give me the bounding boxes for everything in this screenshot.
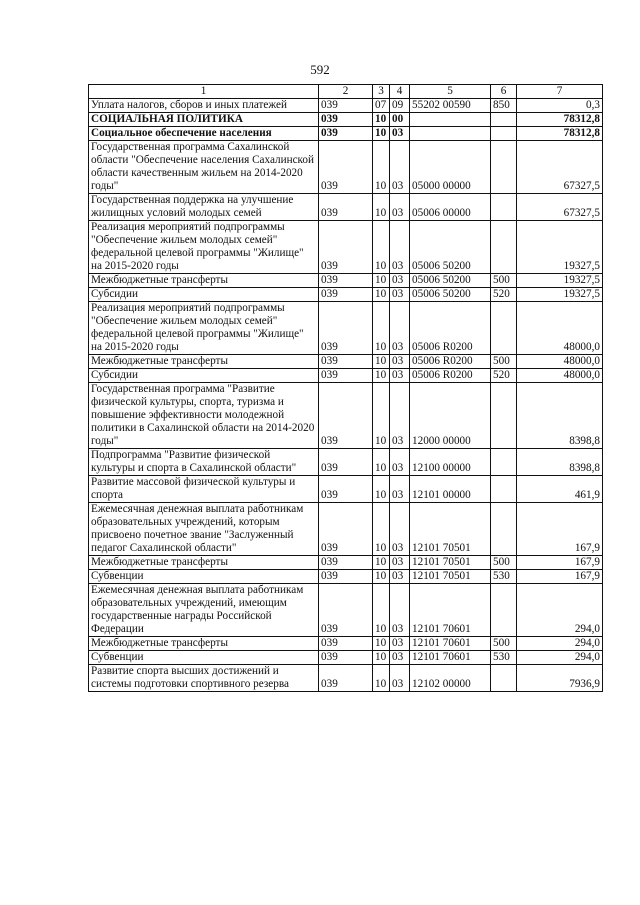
- row-amount-cell: 19327,5: [517, 288, 603, 302]
- row-csr-cell: 05006 R0200: [410, 369, 491, 383]
- column-header: 2: [319, 85, 373, 99]
- row-csr-cell: 05000 00000: [410, 141, 491, 194]
- row-name-cell: Реализация мероприятий подпрограммы "Обеспечение жильем молодых семей" федеральной целевой программы "Жилище" на 2015-2020 годы: [89, 221, 319, 274]
- table-row: [89, 141, 603, 194]
- row-amount-cell: 294,0: [517, 637, 603, 651]
- row-ved-cell: 039: [319, 221, 373, 274]
- row-csr-cell: 05006 50200: [410, 274, 491, 288]
- row-rz-cell: 10: [373, 194, 390, 221]
- row-amount-cell: 19327,5: [517, 221, 603, 274]
- row-ved-cell: 039: [319, 194, 373, 221]
- row-ved-cell: 039: [319, 127, 373, 141]
- column-header: 1: [89, 85, 319, 99]
- column-header: 7: [517, 85, 603, 99]
- row-name-cell: Межбюджетные трансферты: [89, 556, 319, 570]
- row-rz-cell: 10: [373, 503, 390, 556]
- table-row: [89, 637, 603, 651]
- row-name-cell: Ежемесячная денежная выплата работникам образовательных учреждений, имеющим государственные награды Российской Федерации: [89, 584, 319, 637]
- row-csr-cell: 12000 00000: [410, 383, 491, 449]
- row-pr-cell: 09: [390, 99, 410, 113]
- row-name-cell: Государственная программа "Развитие физической культуры, спорта, туризма и повышение эффективности молодежной политики в Сахалинской области на 2014-2020 годы": [89, 383, 319, 449]
- row-rz-cell: 10: [373, 355, 390, 369]
- table-row: [89, 194, 603, 221]
- row-pr-cell: 03: [390, 355, 410, 369]
- row-pr-cell: 00: [390, 113, 410, 127]
- row-amount-cell: 167,9: [517, 556, 603, 570]
- row-amount-cell: 48000,0: [517, 355, 603, 369]
- row-amount-cell: 0,3: [517, 99, 603, 113]
- row-rz-cell: 10: [373, 383, 390, 449]
- table-row: [89, 274, 603, 288]
- row-rz-cell: 10: [373, 221, 390, 274]
- row-vr-cell: 500: [491, 274, 517, 288]
- row-name-cell: Субсидии: [89, 369, 319, 383]
- row-rz-cell: 07: [373, 99, 390, 113]
- row-vr-cell: 850: [491, 99, 517, 113]
- row-csr-cell: 12102 00000: [410, 665, 491, 692]
- row-name-cell: Подпрограмма "Развитие физической культуры и спорта в Сахалинской области": [89, 449, 319, 476]
- row-rz-cell: 10: [373, 570, 390, 584]
- row-amount-cell: 67327,5: [517, 194, 603, 221]
- row-vr-cell: [491, 449, 517, 476]
- column-header: 5: [410, 85, 491, 99]
- table-row: [89, 113, 603, 127]
- row-pr-cell: 03: [390, 194, 410, 221]
- row-amount-cell: 7936,9: [517, 665, 603, 692]
- row-pr-cell: 03: [390, 637, 410, 651]
- column-header: 4: [390, 85, 410, 99]
- row-amount-cell: 67327,5: [517, 141, 603, 194]
- row-rz-cell: 10: [373, 584, 390, 637]
- table-header-row: [89, 85, 603, 99]
- row-amount-cell: 8398,8: [517, 383, 603, 449]
- row-rz-cell: 10: [373, 651, 390, 665]
- row-ved-cell: 039: [319, 369, 373, 383]
- table-row: [89, 127, 603, 141]
- row-vr-cell: [491, 113, 517, 127]
- row-rz-cell: 10: [373, 141, 390, 194]
- row-pr-cell: 03: [390, 288, 410, 302]
- row-vr-cell: [491, 194, 517, 221]
- row-name-cell: Межбюджетные трансферты: [89, 355, 319, 369]
- row-rz-cell: 10: [373, 637, 390, 651]
- row-amount-cell: 19327,5: [517, 274, 603, 288]
- table-row: [89, 665, 603, 692]
- row-pr-cell: 03: [390, 651, 410, 665]
- column-header: 3: [373, 85, 390, 99]
- row-pr-cell: 03: [390, 503, 410, 556]
- table-row: [89, 302, 603, 355]
- row-amount-cell: 78312,8: [517, 113, 603, 127]
- row-name-cell: Государственная поддержка на улучшение жилищных условий молодых семей: [89, 194, 319, 221]
- row-name-cell: Уплата налогов, сборов и иных платежей: [89, 99, 319, 113]
- row-ved-cell: 039: [319, 651, 373, 665]
- row-name-cell: Социальное обеспечение населения: [89, 127, 319, 141]
- row-pr-cell: 03: [390, 584, 410, 637]
- table-row: [89, 651, 603, 665]
- row-name-cell: Государственная программа Сахалинской области "Обеспечение населения Сахалинской области качественным жильем на 2014-2020 годы": [89, 141, 319, 194]
- table-row: [89, 221, 603, 274]
- table-row: [89, 383, 603, 449]
- row-csr-cell: 12101 70501: [410, 503, 491, 556]
- row-name-cell: Межбюджетные трансферты: [89, 274, 319, 288]
- row-ved-cell: 039: [319, 288, 373, 302]
- row-rz-cell: 10: [373, 476, 390, 503]
- row-ved-cell: 039: [319, 449, 373, 476]
- row-ved-cell: 039: [319, 637, 373, 651]
- row-name-cell: Субсидии: [89, 288, 319, 302]
- row-csr-cell: 12101 70501: [410, 570, 491, 584]
- row-ved-cell: 039: [319, 570, 373, 584]
- row-ved-cell: 039: [319, 665, 373, 692]
- row-rz-cell: 10: [373, 274, 390, 288]
- row-pr-cell: 03: [390, 449, 410, 476]
- row-vr-cell: 530: [491, 570, 517, 584]
- row-pr-cell: 03: [390, 274, 410, 288]
- row-ved-cell: 039: [319, 302, 373, 355]
- row-csr-cell: 05006 50200: [410, 288, 491, 302]
- row-amount-cell: 8398,8: [517, 449, 603, 476]
- row-ved-cell: 039: [319, 113, 373, 127]
- row-name-cell: Субвенции: [89, 570, 319, 584]
- row-ved-cell: 039: [319, 99, 373, 113]
- row-pr-cell: 03: [390, 556, 410, 570]
- row-ved-cell: 039: [319, 584, 373, 637]
- row-pr-cell: 03: [390, 302, 410, 355]
- table-row: [89, 503, 603, 556]
- row-vr-cell: [491, 503, 517, 556]
- row-rz-cell: 10: [373, 113, 390, 127]
- row-vr-cell: 500: [491, 556, 517, 570]
- row-vr-cell: [491, 127, 517, 141]
- table-row: [89, 369, 603, 383]
- row-csr-cell: 05006 R0200: [410, 355, 491, 369]
- row-ved-cell: 039: [319, 556, 373, 570]
- row-rz-cell: 10: [373, 369, 390, 383]
- row-rz-cell: 10: [373, 449, 390, 476]
- row-pr-cell: 03: [390, 221, 410, 274]
- row-amount-cell: 167,9: [517, 570, 603, 584]
- row-vr-cell: [491, 383, 517, 449]
- table-row: [89, 288, 603, 302]
- table-row: [89, 556, 603, 570]
- row-vr-cell: 500: [491, 637, 517, 651]
- table-row: [89, 584, 603, 637]
- page-number: 592: [310, 62, 330, 77]
- row-pr-cell: 03: [390, 141, 410, 194]
- row-amount-cell: 78312,8: [517, 127, 603, 141]
- row-csr-cell: 12101 70601: [410, 651, 491, 665]
- row-vr-cell: [491, 665, 517, 692]
- row-vr-cell: [491, 302, 517, 355]
- row-csr-cell: [410, 113, 491, 127]
- row-amount-cell: 167,9: [517, 503, 603, 556]
- row-amount-cell: 48000,0: [517, 369, 603, 383]
- row-ved-cell: 039: [319, 503, 373, 556]
- row-pr-cell: 03: [390, 476, 410, 503]
- row-ved-cell: 039: [319, 476, 373, 503]
- row-name-cell: Развитие спорта высших достижений и системы подготовки спортивного резерва: [89, 665, 319, 692]
- row-amount-cell: 294,0: [517, 584, 603, 637]
- row-name-cell: Развитие массовой физической культуры и спорта: [89, 476, 319, 503]
- table-row: [89, 449, 603, 476]
- row-name-cell: Межбюджетные трансферты: [89, 637, 319, 651]
- table-row: [89, 99, 603, 113]
- row-name-cell: СОЦИАЛЬНАЯ ПОЛИТИКА: [89, 113, 319, 127]
- row-pr-cell: 03: [390, 665, 410, 692]
- row-vr-cell: [491, 584, 517, 637]
- row-amount-cell: 294,0: [517, 651, 603, 665]
- row-csr-cell: 12101 00000: [410, 476, 491, 503]
- row-rz-cell: 10: [373, 127, 390, 141]
- row-csr-cell: 12101 70601: [410, 584, 491, 637]
- row-csr-cell: 12101 70501: [410, 556, 491, 570]
- row-vr-cell: 520: [491, 288, 517, 302]
- row-vr-cell: [491, 141, 517, 194]
- row-csr-cell: 05006 00000: [410, 194, 491, 221]
- row-pr-cell: 03: [390, 383, 410, 449]
- row-csr-cell: 05006 50200: [410, 221, 491, 274]
- row-name-cell: Ежемесячная денежная выплата работникам образовательных учреждений, которым присвоено почетное звание "Заслуженный педагог Сахалинской области": [89, 503, 319, 556]
- row-rz-cell: 10: [373, 665, 390, 692]
- row-ved-cell: 039: [319, 355, 373, 369]
- table-row: [89, 355, 603, 369]
- row-vr-cell: 520: [491, 369, 517, 383]
- budget-table: [88, 84, 603, 692]
- row-ved-cell: 039: [319, 274, 373, 288]
- row-rz-cell: 10: [373, 302, 390, 355]
- row-amount-cell: 461,9: [517, 476, 603, 503]
- row-vr-cell: 500: [491, 355, 517, 369]
- row-name-cell: Субвенции: [89, 651, 319, 665]
- row-rz-cell: 10: [373, 288, 390, 302]
- row-pr-cell: 03: [390, 570, 410, 584]
- row-pr-cell: 03: [390, 369, 410, 383]
- row-ved-cell: 039: [319, 383, 373, 449]
- row-csr-cell: 05006 R0200: [410, 302, 491, 355]
- row-name-cell: Реализация мероприятий подпрограммы "Обеспечение жильем молодых семей" федеральной целевой программы "Жилище" на 2015-2020 годы: [89, 302, 319, 355]
- row-vr-cell: [491, 476, 517, 503]
- row-vr-cell: [491, 221, 517, 274]
- row-pr-cell: 03: [390, 127, 410, 141]
- table-row: [89, 476, 603, 503]
- row-vr-cell: 530: [491, 651, 517, 665]
- row-csr-cell: 12101 70601: [410, 637, 491, 651]
- table-row: [89, 570, 603, 584]
- row-amount-cell: 48000,0: [517, 302, 603, 355]
- row-ved-cell: 039: [319, 141, 373, 194]
- column-header: 6: [491, 85, 517, 99]
- row-csr-cell: [410, 127, 491, 141]
- row-rz-cell: 10: [373, 556, 390, 570]
- row-csr-cell: 12100 00000: [410, 449, 491, 476]
- row-csr-cell: 55202 00590: [410, 99, 491, 113]
